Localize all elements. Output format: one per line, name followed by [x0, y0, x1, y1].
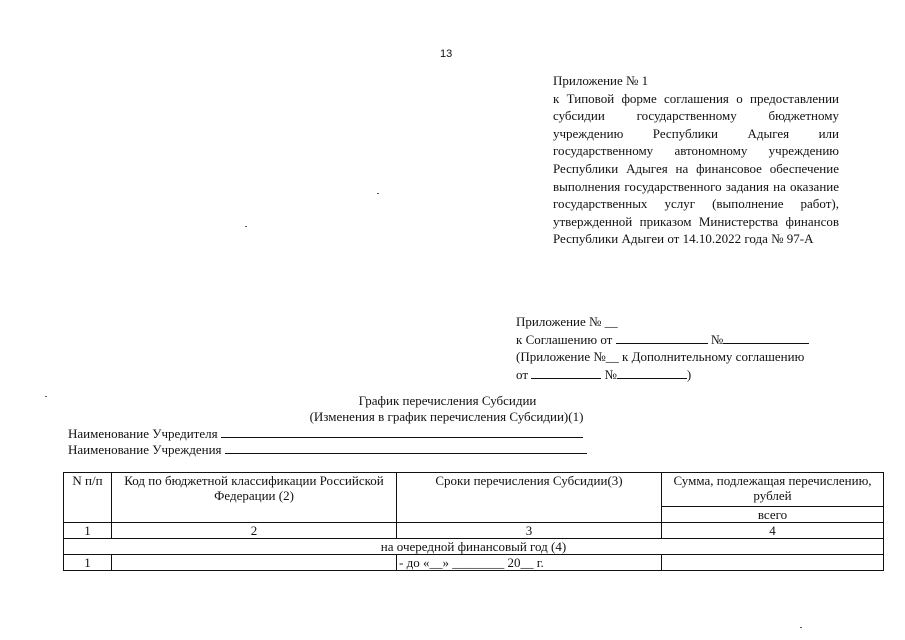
institution-blank — [225, 442, 587, 454]
data-sum — [662, 555, 884, 571]
scan-speck — [45, 396, 47, 397]
supplementary-date-blank — [531, 367, 601, 379]
supplementary-agreement-date — [516, 366, 809, 384]
schedule-title: График перечисления Субсидии — [358, 393, 537, 408]
agreement-date-label: к Соглашению от — [516, 331, 613, 347]
page-number: 13 — [440, 48, 453, 60]
scan-speck — [377, 193, 379, 194]
data-num: 1 — [64, 555, 112, 571]
schedule-table — [63, 472, 884, 571]
appendix-1-block — [553, 72, 839, 248]
data-row — [64, 555, 884, 571]
header-sum-total: всего — [662, 507, 884, 523]
header-code: Код по бюджетной классификации Российской Федерации (2) — [112, 473, 397, 523]
index-cell: 3 — [397, 523, 662, 539]
scan-speck — [800, 627, 802, 628]
founder-blank — [221, 426, 583, 438]
appendix-2-block — [516, 313, 809, 383]
supplementary-number-label: № — [604, 366, 617, 382]
agreement-number-label: № — [710, 331, 724, 347]
appendix-2-title: Приложение № __ — [516, 314, 618, 329]
header-num: N п/п — [64, 473, 112, 523]
header-terms: Сроки перечисления Субсидии(3) — [397, 473, 662, 523]
schedule-subtitle: (Изменения в график перечисления Субсидии)(1) — [309, 409, 584, 424]
data-term: - до «__» ________ 20__ г. — [397, 555, 662, 571]
index-row — [64, 523, 884, 539]
agreement-date-blank — [616, 332, 708, 344]
agreement-number-blank — [723, 332, 809, 344]
supplementary-date-label: от — [516, 366, 529, 382]
index-cell: 4 — [662, 523, 884, 539]
section-row — [64, 539, 884, 555]
agreement-reference — [516, 331, 809, 349]
data-code — [112, 555, 397, 571]
section-label: на очередной финансовый год (4) — [64, 539, 884, 555]
index-cell: 1 — [64, 523, 112, 539]
founder-field — [68, 426, 583, 442]
institution-label: Наименование Учреждения — [68, 442, 222, 457]
supplementary-number-blank — [617, 367, 687, 379]
scan-speck — [245, 226, 247, 227]
institution-field — [68, 442, 587, 458]
supplementary-close-paren: ) — [686, 366, 692, 382]
supplementary-agreement-ref: (Приложение №__ к Дополнительному соглашению — [516, 349, 805, 364]
header-sum: Сумма, подлежащая перечислению, рублей — [662, 473, 884, 507]
founder-label: Наименование Учредителя — [68, 426, 218, 441]
header-row — [64, 473, 884, 507]
index-cell: 2 — [112, 523, 397, 539]
appendix-1-title: Приложение № 1 — [553, 73, 649, 88]
appendix-1-text: к Типовой форме соглашения о предоставлении субсидии государственному бюджетному учреждению Республики Адыгея или государственному автономному учреждению Республики Адыгея на финансовое обеспечение выполнения государственного задания на оказание государственных услуг (выполнение работ), утвержденной приказом Министерства финансов Республики Адыгеи от 14.10.2022 года № 97-А — [553, 90, 839, 247]
